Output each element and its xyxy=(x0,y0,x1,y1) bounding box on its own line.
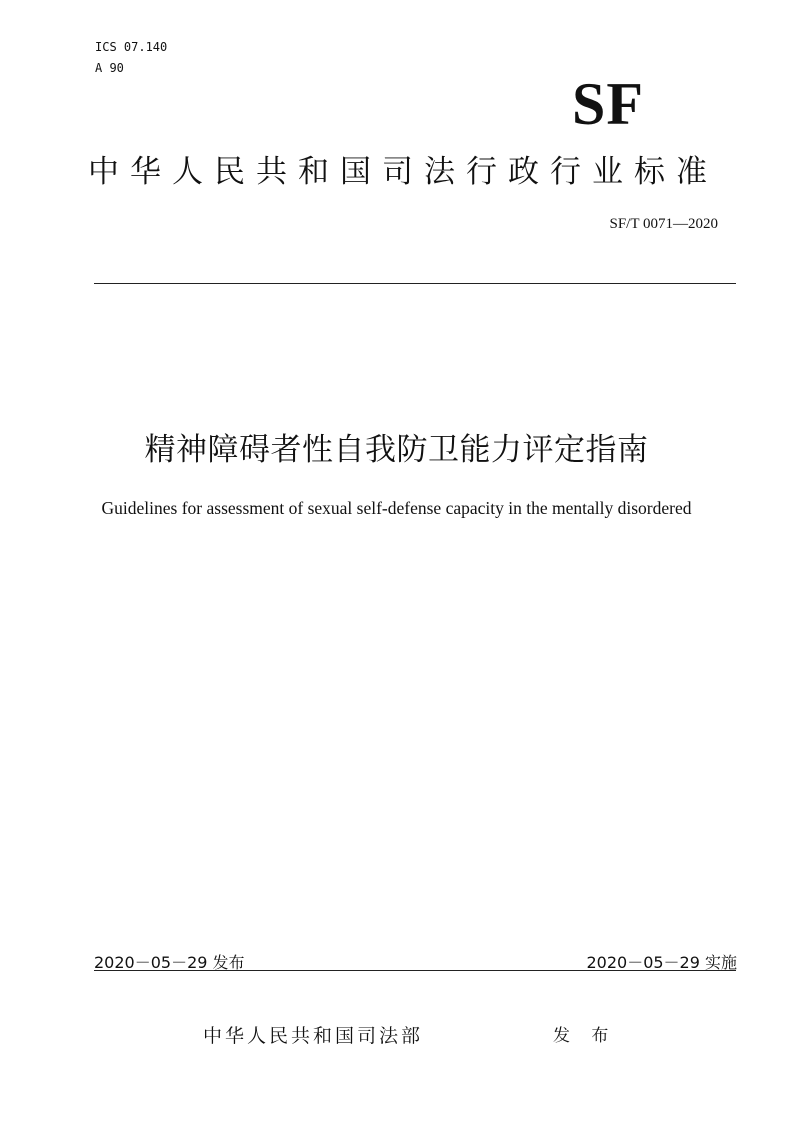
header-divider xyxy=(94,283,736,284)
standard-number: SF/T 0071—2020 xyxy=(609,216,718,232)
implementation-date: 2020－05－29 实施 xyxy=(586,953,737,972)
document-title-english: Guidelines for assessment of sexual self-defense capacity in the mentally disordered xyxy=(101,498,692,518)
issuing-authority: 中华人民共和国司法部 xyxy=(203,1025,424,1047)
classification-code: A 90 xyxy=(95,61,124,75)
issue-date: 2020－05－29 发布 xyxy=(94,953,245,972)
document-title-chinese: 精神障碍者性自我防卫能力评定指南 xyxy=(144,432,649,468)
ics-code: ICS 07.140 xyxy=(95,40,168,54)
standard-category-title: 中华人民共和国司法行政行业标准 xyxy=(88,154,718,190)
footer-divider xyxy=(94,970,736,971)
issue-label: 发 布 xyxy=(553,1026,617,1046)
sf-logo: SF xyxy=(572,71,645,137)
